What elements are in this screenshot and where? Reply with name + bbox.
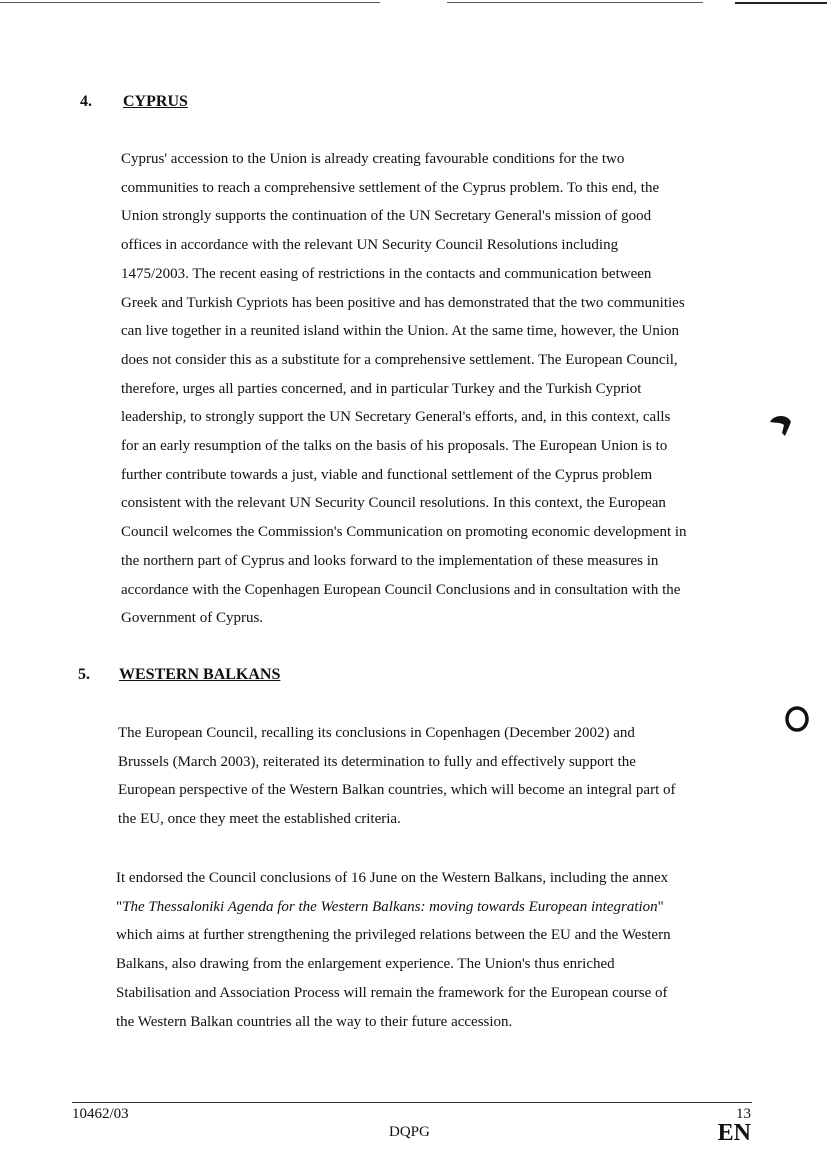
text-line: does not consider this as a substitute for a comprehensive settlement. The European Council, [121,351,678,368]
text-line: Government of Cyprus. [121,610,264,627]
text-line: Brussels (March 2003), reiterated its determination to fully and effectively support the [118,753,636,770]
section-title: WESTERN BALKANS [119,666,281,683]
department-code: DQPG [389,1124,430,1140]
text-line: Balkans, also drawing from the enlargement experience. The Union's thus enriched [116,956,615,973]
text-line: therefore, urges all parties concerned, and in particular Turkey and the Turkish Cypriot [121,380,642,397]
text-line: Greek and Turkish Cypriots has been positive and has demonstrated that the two communities [121,294,685,311]
text-line: offices in accordance with the relevant UN Security Council Resolutions including [121,237,619,254]
language-code: EN [717,1120,751,1146]
text-line: 1475/2003. The recent easing of restrictions in the contacts and communication between [121,265,652,282]
text-line: European perspective of the Western Balkan countries, which will become an integral part of [118,782,676,799]
text-line: the Western Balkan countries all the way to their future accession. [116,1013,513,1030]
text-line: can live together in a reunited island within the Union. At the same time, however, the Union [121,323,680,340]
text-line: Cyprus' accession to the Union is already creating favourable conditions for the two [121,151,625,167]
text-line: for an early resumption of the talks on the basis of his proposals. The European Union is to [121,438,668,455]
cyprus-paragraph [121,145,687,633]
text-line: further contribute towards a just, viable and functional settlement of the Cyprus problem [121,466,653,483]
text-line: Union strongly supports the continuation of the UN Secretary General's mission of good [121,208,652,225]
text-line: which aims at further strengthening the privileged relations between the EU and the Western [116,927,671,944]
footer-rule [72,1102,752,1103]
text-line: Stabilisation and Association Process will remain the framework for the European course of [116,984,668,1001]
balkans-paragraph-2 [116,864,671,1036]
section-number: 5. [78,666,90,683]
punch-hole-mark-top [766,412,796,438]
balkans-paragraph-1 [118,719,675,834]
document-number: 10462/03 [72,1106,129,1122]
text-line: communities to reach a comprehensive settlement of the Cyprus problem. To this end, the [121,179,660,196]
text-line: It endorsed the Council conclusions of 16 June on the Western Balkans, including the annex [116,870,669,886]
section-title: CYPRUS [123,93,188,110]
text-line-quote: "The Thessaloniki Agenda for the Western Balkans: moving towards European integration" [116,898,664,915]
text-line: the northern part of Cyprus and looks forward to the implementation of these measures in [121,552,659,569]
text-line: Council welcomes the Commission's Communication on promoting economic development in [121,524,687,541]
section-number: 4. [80,93,92,110]
text-line: leadership, to strongly support the UN Secretary General's efforts, and, in this context, calls [121,409,671,426]
text-line: the EU, once they meet the established criteria. [118,811,401,828]
page-number: 13 [736,1106,751,1122]
top-rule-left [0,2,380,3]
punch-hole-mark-bottom [782,704,812,734]
top-rule-middle [447,2,703,3]
top-rule-right [735,2,827,4]
text-line: accordance with the Copenhagen European Council Conclusions and in consultation with the [121,581,681,598]
text-line: The European Council, recalling its conclusions in Copenhagen (December 2002) and [118,725,635,741]
annex-title: The Thessaloniki Agenda for the Western Balkans: moving towards European integration [122,898,658,915]
text-line: consistent with the relevant UN Security Council resolutions. In this context, the European [121,495,666,512]
